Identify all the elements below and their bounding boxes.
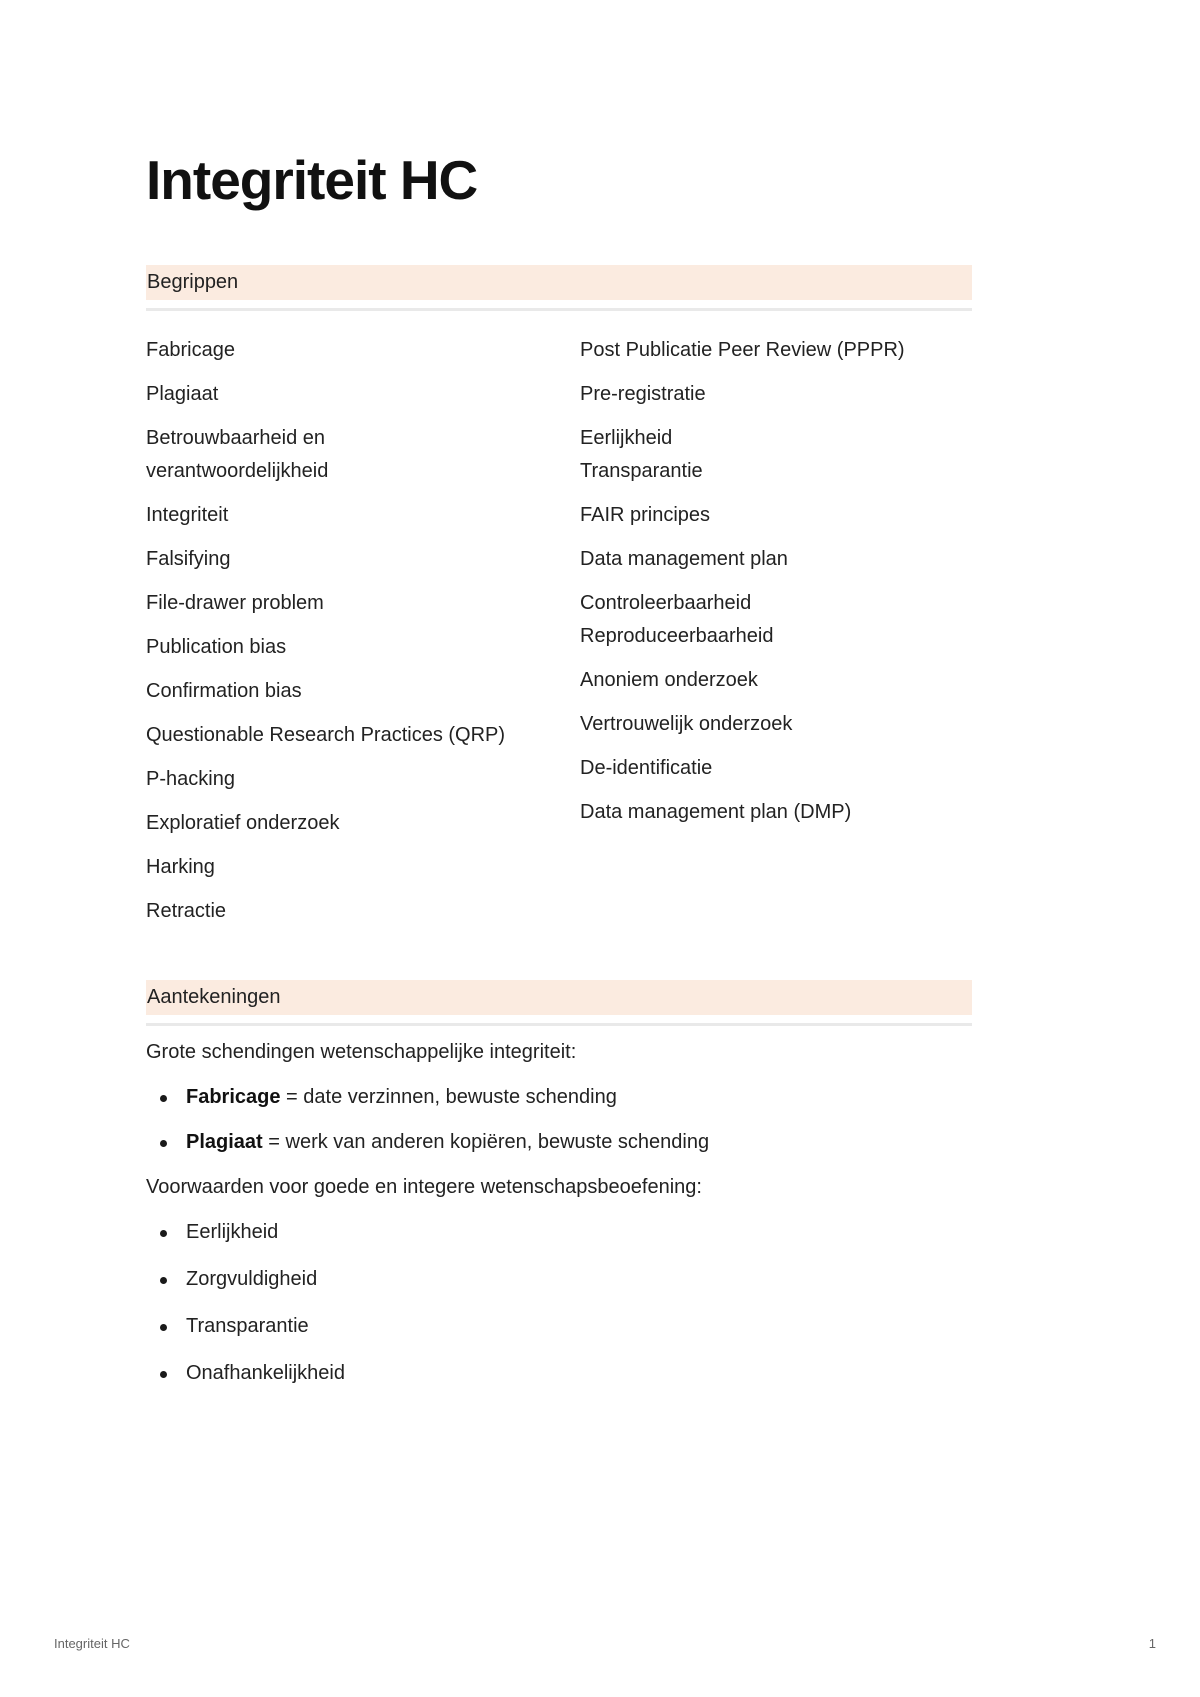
term-item: Confirmation bias [146, 680, 302, 702]
term-item: Integriteit [146, 504, 229, 526]
footer-title: Integriteit HC [54, 1636, 130, 1651]
document-title: Integriteit HC [146, 149, 478, 211]
list-item [146, 1081, 972, 1114]
term-item: Eerlijkheid Transparantie [580, 427, 703, 482]
list-item [146, 1216, 972, 1249]
term-item: Fabricage [146, 339, 235, 361]
term-item: Plagiaat [146, 383, 219, 405]
section-divider [146, 308, 972, 311]
term-item: De-identificatie [580, 757, 713, 779]
term-item: Publication bias [146, 636, 287, 658]
term-item: P-hacking [146, 768, 235, 790]
term-item: Pre-registratie [580, 383, 706, 405]
list-item-text: = date verzinnen, bewuste schending [280, 1086, 617, 1108]
term-item: Harking [146, 856, 215, 878]
violations-list [146, 1081, 972, 1159]
notes-intro-violations: Grote schendingen wetenschappelijke integriteit: [146, 1041, 577, 1063]
term-item: Data management plan (DMP) [580, 801, 852, 823]
list-item [146, 1357, 972, 1390]
conditions-list [146, 1216, 972, 1390]
term-item: Data management plan [580, 548, 788, 570]
list-item-text: Transparantie [186, 1315, 309, 1337]
bullet-icon [160, 1324, 167, 1331]
term-item: Retractie [146, 900, 227, 922]
page-number: 1 [1148, 1636, 1156, 1651]
notes-intro-conditions: Voorwaarden voor goede en integere wetenschapsbeoefening: [146, 1176, 702, 1198]
list-item-text: Onafhankelijkheid [186, 1362, 345, 1384]
term-item: FAIR principes [580, 504, 711, 526]
list-item-term: Fabricage [186, 1086, 281, 1108]
list-item-text: = werk van anderen kopiëren, bewuste schending [262, 1131, 710, 1153]
term-item: Vertrouwelijk onderzoek [580, 713, 793, 735]
bullet-icon [160, 1371, 167, 1378]
list-item-term: Plagiaat [186, 1131, 263, 1153]
list-item [146, 1263, 972, 1296]
bullet-icon [160, 1140, 167, 1147]
term-item: Post Publicatie Peer Review (PPPR) [580, 339, 905, 361]
list-item [146, 1310, 972, 1343]
bullet-icon [160, 1230, 167, 1237]
term-item: Controleerbaarheid Reproduceerbaarheid [580, 592, 774, 647]
list-item-text: Zorgvuldigheid [186, 1268, 318, 1290]
term-item: File-drawer problem [146, 592, 324, 614]
section-header-begrippen: Begrippen [146, 265, 972, 300]
term-item: Anoniem onderzoek [580, 669, 758, 691]
terms-column-right [580, 334, 972, 840]
list-item-text: Eerlijkheid [186, 1221, 279, 1243]
bullet-icon [160, 1277, 167, 1284]
term-item: Betrouwbaarheid en verantwoordelijkheid [146, 427, 329, 482]
term-item: Questionable Research Practices (QRP) [146, 724, 506, 746]
term-item: Falsifying [146, 548, 231, 570]
bullet-icon [160, 1095, 167, 1102]
section-divider [146, 1023, 972, 1026]
term-item: Exploratief onderzoek [146, 812, 340, 834]
list-item [146, 1126, 972, 1159]
section-header-aantekeningen: Aantekeningen [146, 980, 972, 1015]
notes-body [146, 1036, 972, 1390]
terms-column-left [146, 334, 506, 939]
